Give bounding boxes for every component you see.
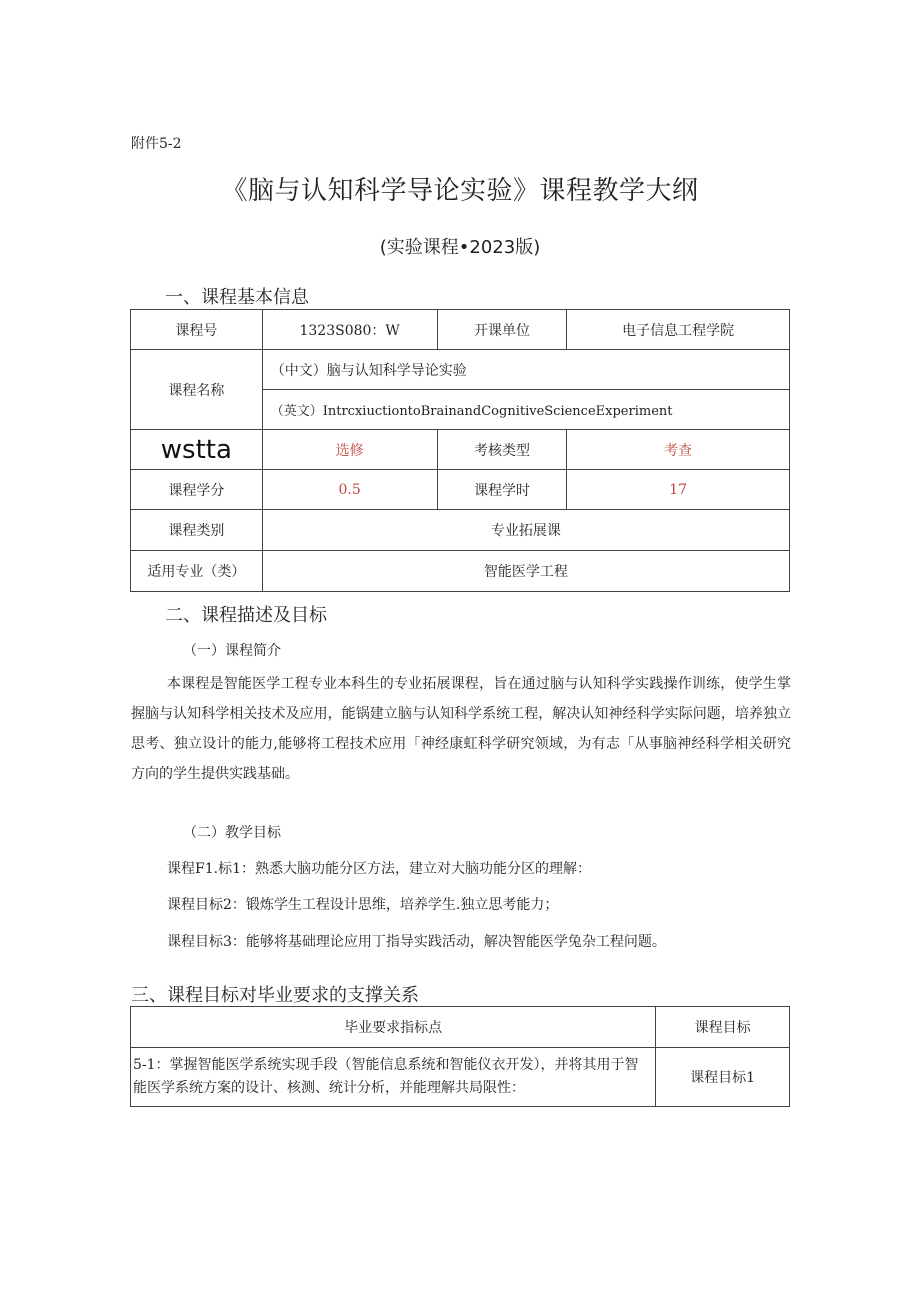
course-no-label: 课程号 (131, 310, 263, 350)
requirement-cell: 5-1：掌握智能医学系统实现手段（智能信息系统和智能仪衣开发），并将其用于智能医学系统方案的设计、核测、统计分析，并能理解共局限性： (131, 1048, 656, 1107)
intro-subheading: （一）课程简介 (183, 643, 281, 659)
goal-1: 课程F1.标1：熟悉大脑功能分区方法，建立对大脑功能分区的理解： (167, 861, 591, 877)
intro-paragraph: 本课程是智能医学工程专业本科生的专业拓展课程，旨在通过脑与认知科学实践操作训练，使学生掌握脑与认知科学相关技术及应用，能锅建立脑与认知科学系统工程，解决认知神经科学实际问题，培养独立思考、独立设计的能力,能够将工程技术应用「神经康虹科学研究领域，为有志「从事脑神经科学相关研究方向的学生提供实践基础。 (131, 676, 791, 782)
section-2-heading: 二、课程描述及目标 (165, 605, 327, 626)
hours-value: 17 (567, 470, 790, 510)
credit-label: 课程学分 (131, 470, 263, 510)
assessment-value: 考查 (567, 430, 790, 470)
course-nature-value: 选修 (262, 430, 437, 470)
document-subtitle: (实验课程•2023版) (379, 237, 541, 258)
appendix-label: 附件5-2 (131, 136, 182, 152)
goal-3: 课程目标3：能够将基础理论应用丁指导实践活动，解决智能医学兔杂工程问题。 (167, 934, 666, 950)
goals-subheading: （二）教学目标 (183, 825, 281, 841)
section-1-heading: 一、课程基本信息 (165, 287, 309, 308)
goal-2: 课程目标2：锻炼学生工程设计思维，培养学生.独立思考能力； (167, 897, 559, 913)
goal-header: 课程目标 (656, 1007, 790, 1048)
course-nature-label: wstta (131, 430, 263, 470)
category-label: 课程类别 (131, 510, 263, 551)
credit-value: 0.5 (262, 470, 437, 510)
category-value: 专业拓展课 (262, 510, 789, 551)
course-info-table (130, 309, 790, 592)
hours-label: 课程学时 (437, 470, 567, 510)
course-name-label: 课程名称 (131, 350, 263, 430)
major-label: 适用专业（类） (131, 551, 263, 592)
unit-label: 开课单位 (437, 310, 567, 350)
requirement-header: 毕业要求指标点 (131, 1007, 656, 1048)
assessment-label: 考核类型 (437, 430, 567, 470)
major-value: 智能医学工程 (262, 551, 789, 592)
course-no-value: 1323S080：W (262, 310, 437, 350)
unit-value: 电子信息工程学院 (567, 310, 790, 350)
course-name-en: （英文）IntrcxiuctiontoBrainandCognitiveScienceExperiment (262, 390, 789, 430)
course-name-cn: （中文）脑与认知科学导论实验 (262, 350, 789, 390)
support-table (130, 1006, 790, 1107)
document-title: 《脑与认知科学导论实验》课程教学大纲 (221, 176, 699, 206)
goal-cell: 课程目标1 (656, 1048, 790, 1107)
section-3-heading: 三、课程目标对毕业要求的支撑关系 (131, 985, 419, 1006)
